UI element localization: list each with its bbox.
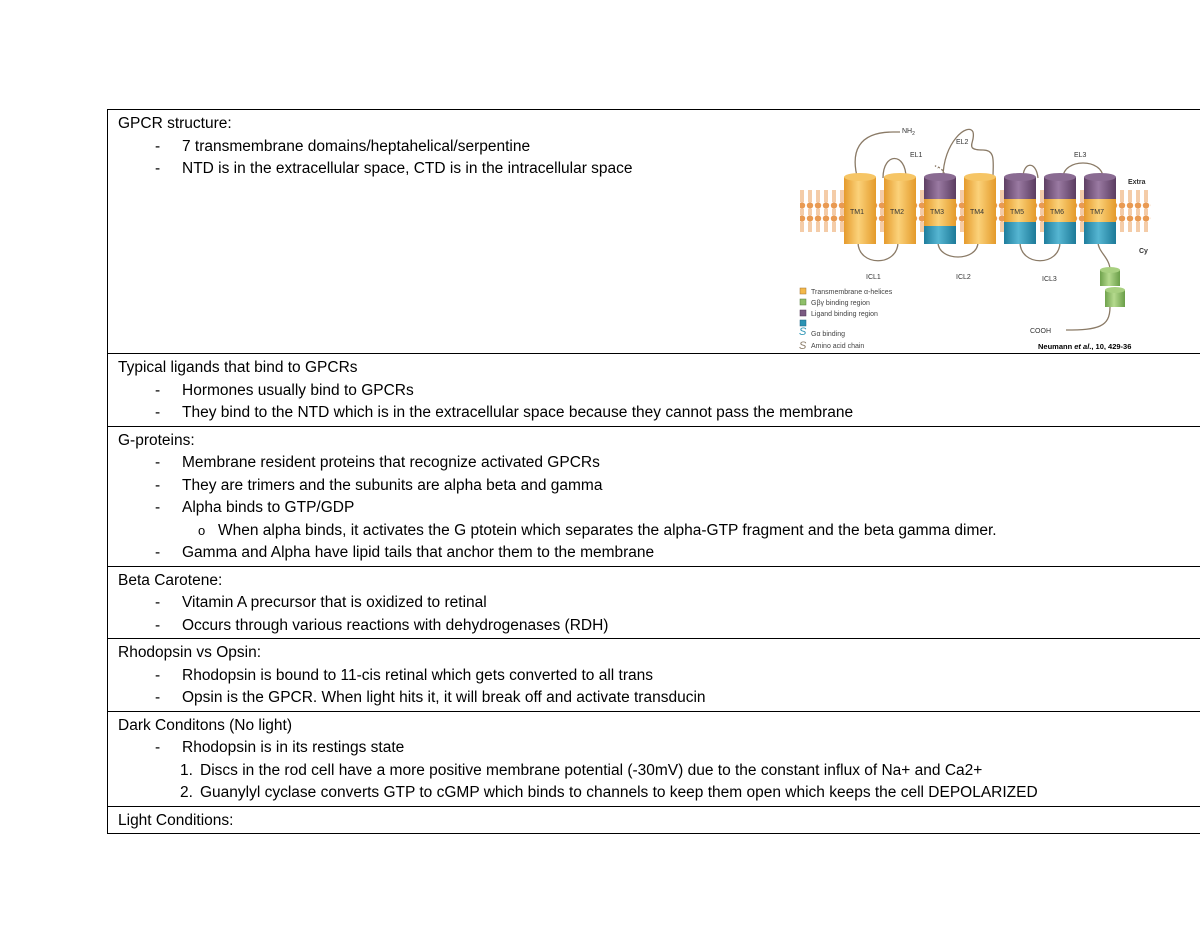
bullet: - They are trimers and the subunits are alpha beta and gamma: [155, 476, 603, 494]
section-heading: Dark Conditons (No light): [118, 716, 293, 734]
extracellular-label: Extra: [1128, 179, 1146, 186]
section-heading: G-proteins:: [118, 431, 195, 449]
bullet: - Gamma and Alpha have lipid tails that anchor them to the membrane: [155, 544, 655, 561]
tm7-label: TM7: [1090, 209, 1104, 216]
cooh-label: COOH: [1030, 328, 1051, 335]
section-dark-conditions: [108, 712, 1200, 807]
tm1-label: TM1: [850, 209, 864, 216]
section-typical-ligands: [108, 354, 1200, 427]
section-gpcr-structure: [108, 110, 1200, 354]
svg-text:S: S: [799, 340, 807, 350]
tm3-label: TM3: [930, 209, 944, 216]
icl3-label: ICL3: [1042, 276, 1057, 283]
el2-label: EL2: [956, 139, 969, 146]
svg-text:Gα binding: Gα binding: [811, 331, 846, 338]
nh2-label: $NH_2$: [902, 128, 915, 137]
svg-text:Ligand binding region: Ligand binding region: [811, 311, 878, 318]
bullet: - They bind to the NTD which is in the extracellular space because they cannot pass the membrane: [155, 404, 854, 421]
bullet: - Opsin is the GPCR. When light hits it, it will break off and activate transducin: [155, 689, 706, 706]
el1-label: EL1: [910, 152, 923, 159]
icl2-label: ICL2: [956, 274, 971, 281]
gpcr-diagram: [798, 122, 1151, 350]
tm2-label: TM2: [890, 209, 904, 216]
svg-text:S: S: [799, 326, 807, 338]
tm6-label: TM6: [1050, 209, 1064, 216]
section-heading: Rhodopsin vs Opsin:: [118, 644, 262, 661]
svg-text:Transmembrane α-helices: Transmembrane α-helices: [811, 289, 893, 296]
section-heading: Light Conditions:: [118, 811, 234, 829]
section-rhodopsin-vs-opsin: [108, 639, 1200, 712]
bullet: - Rhodopsin is bound to 11-cis retinal which gets converted to all trans: [155, 666, 654, 684]
section-beta-carotene: [108, 567, 1200, 640]
bullet: - Hormones usually bind to GPCRs: [155, 381, 414, 399]
numbered-item: 1. Discs in the rod cell have a more positive membrane potential (-30mV) due to the constant influx of Na+ and Ca2+: [180, 761, 983, 779]
section-heading: Typical ligands that bind to GPCRs: [118, 359, 358, 376]
bullet: - Vitamin A precursor that is oxidized to retinal: [155, 594, 487, 611]
gbg-binding-region: [1100, 267, 1125, 307]
bullet: - Membrane resident proteins that recognize activated GPCRs: [155, 454, 600, 471]
el3-label: EL3: [1074, 152, 1087, 159]
bullet: - 7 transmembrane domains/heptahelical/serpentine: [155, 137, 531, 155]
cytoplasm-label: Cy: [1139, 248, 1148, 255]
section-light-conditions: [108, 807, 1200, 835]
numbered-item: 2. Guanylyl cyclase converts GTP to cGMP which binds to channels to keep them open which keeps the cell DEPOLARIZED: [180, 784, 1038, 801]
sub-bullet: o When alpha binds, it activates the G ptotein which separates the alpha-GTP fragment and the beta gamma dimer.: [198, 521, 997, 539]
section-heading: GPCR structure:: [118, 115, 232, 132]
tm4-label: TM4: [970, 209, 984, 216]
svg-text:Gβγ binding region: Gβγ binding region: [811, 300, 870, 307]
icl1-label: ICL1: [866, 274, 881, 281]
section-g-proteins: [108, 427, 1200, 567]
bullet: - Occurs through various reactions with dehydrogenases (RDH): [155, 616, 609, 634]
notes-table: [107, 109, 1200, 834]
bullet: - Rhodopsin is in its restings state: [155, 739, 405, 756]
bullet: - NTD is in the extracellular space, CTD is in the intracellular space: [155, 160, 633, 177]
legend: [799, 288, 893, 350]
tm5-label: TM5: [1010, 209, 1024, 216]
citation: Neumann et al., 10, 429-36: [1038, 342, 1132, 350]
svg-text:Amino acid chain: Amino acid chain: [811, 343, 865, 350]
section-heading: Beta Carotene:: [118, 571, 223, 589]
bullet: - Alpha binds to GTP/GDP: [155, 499, 355, 516]
